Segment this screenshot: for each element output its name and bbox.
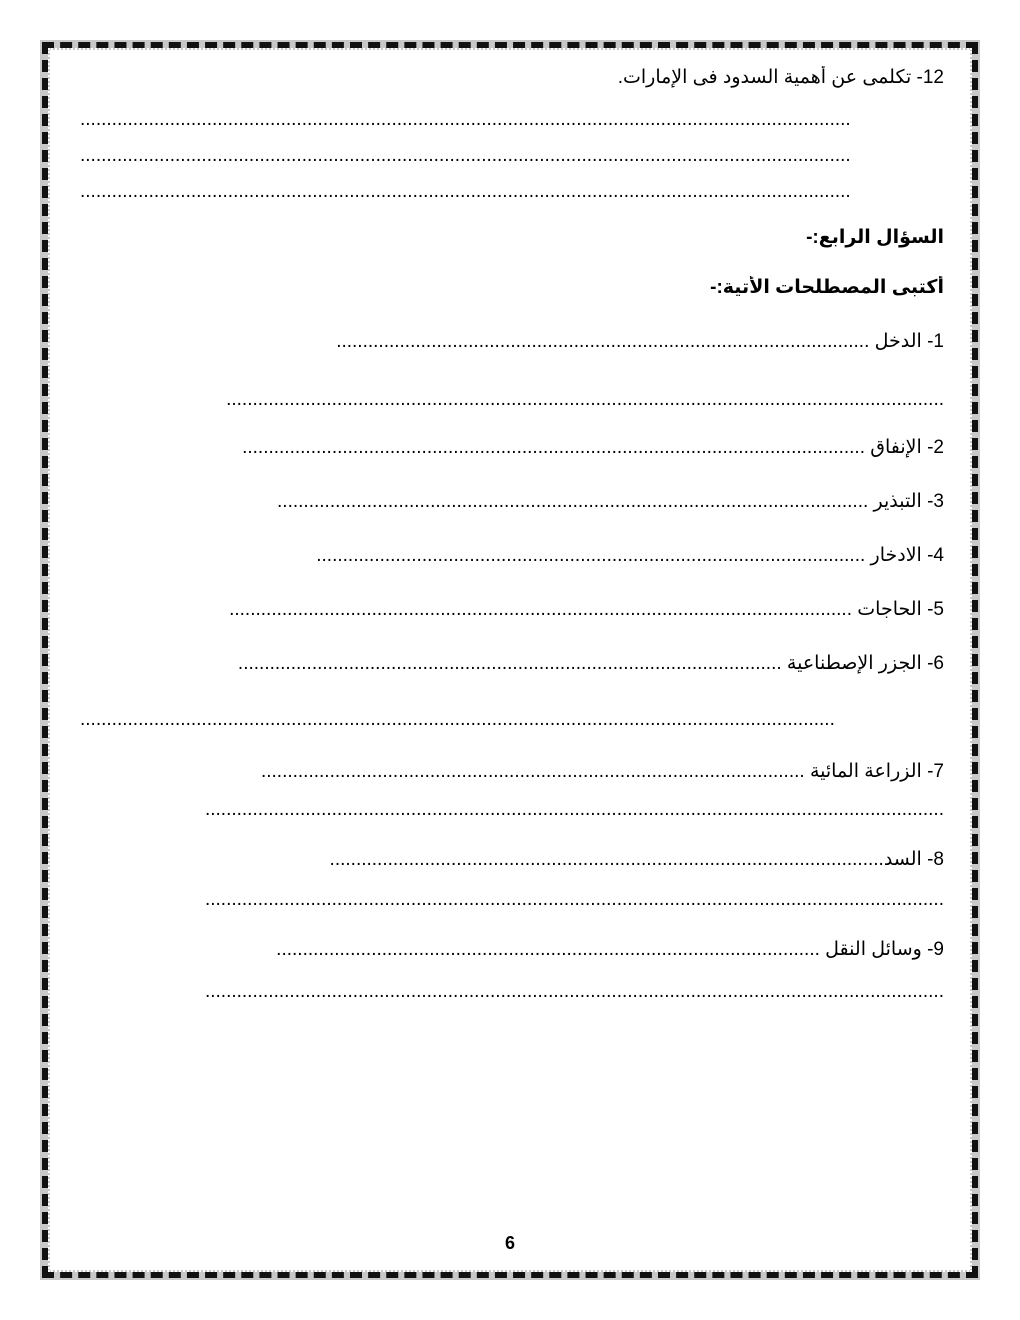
answer-line-2[interactable]: .................................................................................................................................................. bbox=[80, 145, 851, 166]
section-instruction: أكتبى المصطلحات الأتية:- bbox=[710, 277, 944, 298]
term-9-extra-line[interactable]: ............................................................................................................................................ bbox=[204, 981, 944, 1002]
page-number: 6 bbox=[504, 1233, 515, 1253]
answer-line-1[interactable]: .................................................................................................................................................. bbox=[80, 109, 851, 130]
term-5[interactable]: 5- الحاجات ...................................................................................................................... bbox=[229, 599, 944, 620]
term-8-extra-line[interactable]: ............................................................................................................................................ bbox=[204, 889, 944, 910]
term-7[interactable]: 7- الزراعة المائية ....................................................................................................... bbox=[260, 761, 944, 782]
section-title: السؤال الرابع:- bbox=[806, 227, 944, 248]
term-9[interactable]: 9- وسائل النقل ....................................................................................................... bbox=[276, 939, 944, 960]
term-6[interactable]: 6- الجزر الإصطناعية ....................................................................................................... bbox=[237, 653, 944, 674]
answer-line-3[interactable]: .................................................................................................................................................. bbox=[80, 181, 851, 202]
term-8[interactable]: 8- السد......................................................................................................... bbox=[329, 849, 944, 870]
term-7-extra-line[interactable]: ............................................................................................................................................ bbox=[204, 799, 944, 820]
term-1-extra-line[interactable]: ........................................................................................................................................ bbox=[226, 389, 944, 410]
term-3[interactable]: 3- التبذير ................................................................................................................ bbox=[277, 491, 944, 512]
term-2[interactable]: 2- الإنفاق ...................................................................................................................... bbox=[242, 437, 944, 458]
question-12: 12- تكلمى عن أهمية السدود فى الإمارات. bbox=[617, 67, 944, 88]
term-1[interactable]: 1- الدخل ..................................................................................................... bbox=[336, 331, 944, 352]
term-6-extra-line[interactable]: ............................................................................................................................................... bbox=[80, 709, 835, 730]
term-4[interactable]: 4- الادخار ........................................................................................................ bbox=[316, 545, 944, 566]
